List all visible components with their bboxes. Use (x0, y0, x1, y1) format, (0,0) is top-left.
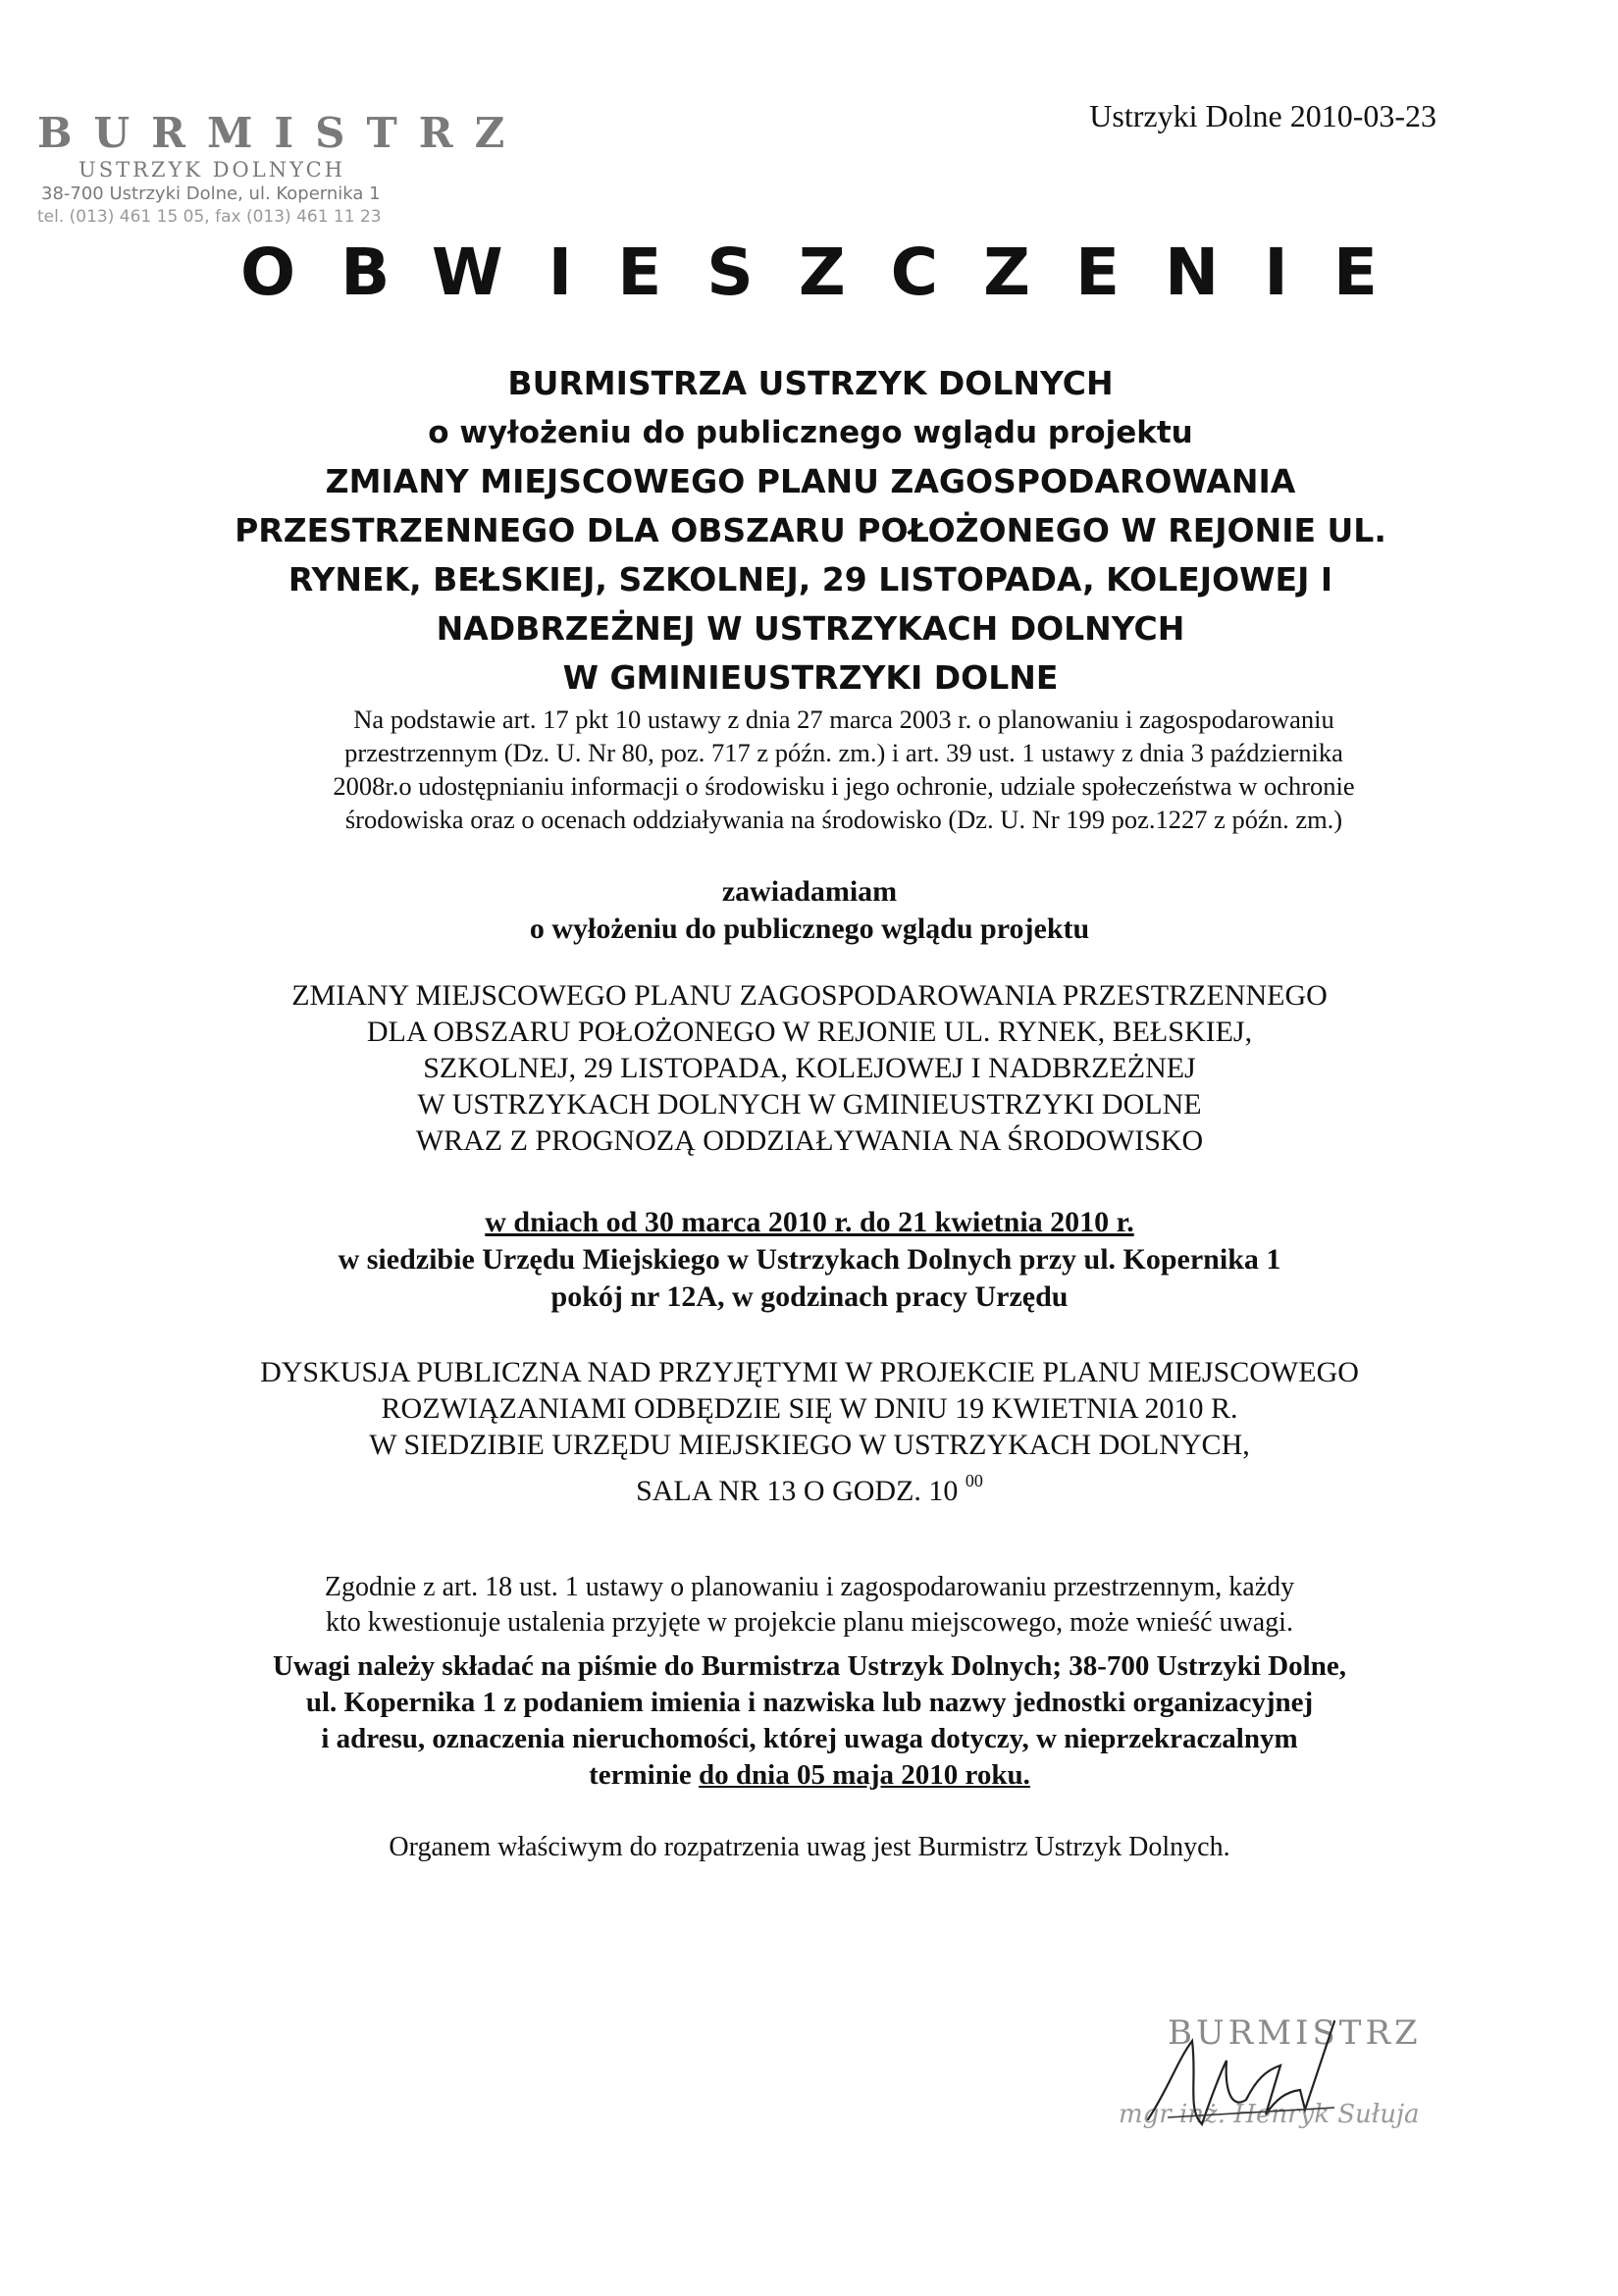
heading-line: o wyłożeniu do publicznego wglądu projektu (428, 415, 1193, 450)
document-date: Ustrzyki Dolne 2010-03-23 (1089, 98, 1436, 133)
announcement-heading (196, 359, 1425, 703)
submit-line (172, 1757, 1447, 1794)
remarks-line: kto kwestionuje ustalenia przyjęte w projekcie planu miejscowego, może wnieść uwagi. (326, 1607, 1293, 1638)
discussion-time-minutes: 00 (965, 1471, 983, 1490)
handwritten-signature-icon (1109, 2002, 1442, 2159)
heading-line: PRZESTRZENNEGO DLA OBSZARU POŁOŻONEGO W REJONIE UL. (235, 511, 1386, 549)
plan-line: DLA OBSZARU POŁOŻONEGO W REJONIE UL. RYNEK, BEŁSKIEJ, (366, 1016, 1253, 1048)
plan-line: SZKOLNEJ, 29 LISTOPADA, KOLEJOWEJ I NADBRZEŻNEJ (423, 1052, 1196, 1084)
basis-line: Na podstawie art. 17 pkt 10 ustawy z dnia 27 marca 2003 r. o planowaniu i zagospodarowaniu (353, 704, 1334, 734)
deadline-prefix: terminie (589, 1759, 700, 1791)
deadline-date: do dnia 05 maja 2010 roku. (699, 1759, 1030, 1791)
remarks-info (172, 1570, 1447, 1641)
discussion-line (172, 1463, 1447, 1509)
heading-line: ZMIANY MIEJSCOWEGO PLANU ZAGOSPODAROWANIA (325, 462, 1296, 500)
heading-line: W GMINIEUSTRZYKI DOLNE (562, 658, 1059, 697)
stamp-town: USTRZYK DOLNYCH (78, 158, 345, 182)
mayor-stamp (37, 109, 527, 228)
discussion-line: W SIEDZIBIE URZĘDU MIEJSKIEGO W USTRZYKACH DOLNYCH, (369, 1429, 1250, 1461)
document-title: OBWIESZCZENIE (240, 235, 1423, 310)
plan-line: ZMIANY MIEJSCOWEGO PLANU ZAGOSPODAROWANIA PRZESTRZENNEGO (291, 979, 1328, 1012)
basis-line: 2008r.o udostępnianiu informacji o środowisku i jego ochronie, udziale społeczeństwa w ochronie (333, 771, 1355, 801)
heading-line: NADBRZEŻNEJ W USTRZYKACH DOLNYCH (436, 609, 1185, 648)
exhibition-room: pokój nr 12A, w godzinach pracy Urzędu (550, 1280, 1069, 1313)
plan-name (172, 977, 1447, 1159)
stamp-title: BURMISTRZ (37, 109, 527, 157)
exhibition-period: w dniach od 30 marca 2010 r. do 21 kwietnia 2010 r. (485, 1206, 1134, 1238)
notify-line: zawiadamiam (721, 875, 898, 908)
plan-line: WRAZ Z PROGNOZĄ ODDZIAŁYWANIA NA ŚRODOWISKO (415, 1124, 1204, 1157)
legal-basis (231, 703, 1457, 836)
stamp-phone: tel. (013) 461 15 05, fax (013) 461 11 23 (37, 207, 382, 227)
discussion-line: ROZWIĄZANIAMI ODBĘDZIE SIĘ W DNIU 19 KWIETNIA 2010 R. (381, 1392, 1238, 1425)
basis-line: środowiska oraz o ocenach oddziaływania na środowisko (Dz. U. Nr 199 poz.1227 z późn. zm.) (344, 805, 1343, 834)
competent-authority: Organem właściwym do rozpatrzenia uwag jest Burmistrz Ustrzyk Dolnych. (389, 1832, 1230, 1862)
remarks-line: Zgodnie z art. 18 ust. 1 ustawy o planowaniu i zagospodarowaniu przestrzennym, każdy (324, 1572, 1295, 1602)
notify-line: o wyłożeniu do publicznego wglądu projektu (529, 913, 1090, 945)
basis-line: przestrzennym (Dz. U. Nr 80, poz. 717 z późn. zm.) i art. 39 ust. 1 ustawy z dnia 3 października (344, 738, 1343, 767)
stamp-address: 38-700 Ustrzyki Dolne, ul. Kopernika 1 (41, 183, 381, 204)
submit-line: Uwagi należy składać na piśmie do Burmistrza Ustrzyk Dolnych; 38-700 Ustrzyki Dolne, (273, 1650, 1346, 1682)
plan-line: W USTRZYKACH DOLNYCH W GMINIEUSTRZYKI DOLNE (417, 1088, 1202, 1121)
public-discussion (172, 1354, 1447, 1509)
discussion-time: SALA NR 13 O GODZ. 10 (636, 1475, 959, 1507)
signature-title: BURMISTRZ (1168, 2013, 1422, 2053)
submit-line: i adresu, oznaczenia nieruchomości, której uwaga dotyczy, w nieprzekraczalnym (321, 1723, 1298, 1754)
notification (294, 873, 1325, 948)
heading-line: BURMISTRZA USTRZYK DOLNYCH (507, 364, 1114, 402)
exhibition-details (196, 1204, 1423, 1316)
signature-name: mgr inż. Henryk Sułuja (1119, 2100, 1420, 2129)
heading-line: RYNEK, BEŁSKIEJ, SZKOLNEJ, 29 LISTOPADA, KOLEJOWEJ I (287, 560, 1333, 599)
discussion-line: DYSKUSJA PUBLICZNA NAD PRZYJĘTYMI W PROJEKCIE PLANU MIEJSCOWEGO (260, 1356, 1359, 1388)
submission-info (172, 1648, 1447, 1794)
exhibition-place: w siedzibie Urzędu Miejskiego w Ustrzykach Dolnych przy ul. Kopernika 1 (338, 1243, 1281, 1276)
submit-line: ul. Kopernika 1 z podaniem imienia i nazwiska lub nazwy jednostki organizacyjnej (305, 1687, 1314, 1718)
signature-block (1109, 2002, 1442, 2159)
